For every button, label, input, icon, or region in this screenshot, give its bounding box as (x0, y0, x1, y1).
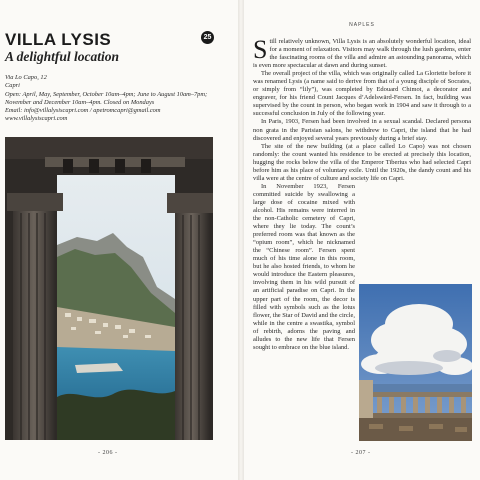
drop-cap: S (253, 35, 268, 64)
paragraph-3: In Paris, 1903, Fersen had been involved in a sexual scandal. Declared persona non grata in the Parisian salons, he withdrew to Capri, the island that he had discovered and enjoyed several years previously during a brief stay. (253, 118, 471, 142)
villa-columns-sea-view-photo (5, 137, 213, 440)
paragraph-4: The site of the new building (at a place called Lo Capo) was not chosen randomly: the count wanted his residence to be erected at precisely this location, hugging the rocks below the villa of the Emperor Tiberius who had selected Capri before him as his place of voluntary exile. Until the 1920s, the dandy count and his villa were at the centre of culture and society life on Capri. (253, 142, 471, 182)
paragraph-1-text: till relatively unknown, Villa Lysis is an absolutely wonderful location, ideal for a moment of relaxation. Visitors may walk through the lush gardens, enter the fascinating rooms of the villa and admire an astounding panorama, which is even more spectacular at dawn and during sunset. (253, 38, 471, 70)
city-line: Capri (5, 82, 20, 90)
address-line: Via Lo Capo, 12 (5, 74, 47, 81)
visitor-info (5, 74, 233, 124)
opening-hours-line: Open: April, May, September, October 10am–4pm; June to August 10am–7pm; (5, 90, 208, 98)
entry-number-badge: 25 (201, 31, 214, 44)
website-line: www.villalysiscapri.com (5, 115, 68, 123)
villa-photo-illustration (5, 137, 213, 440)
left-page (0, 0, 238, 480)
opening-hours-line-2: November and December 10am–4pm. Closed on Mondays (5, 98, 155, 106)
page-number-right: - 207 - (351, 450, 371, 456)
paragraph-1 (253, 35, 471, 70)
right-page (244, 0, 480, 480)
page-number-left: - 206 - (98, 450, 118, 456)
page-subtitle: A delightful location (5, 49, 120, 64)
page-title: VILLA LYSIS (5, 30, 112, 49)
clouds-balustrade-photo (359, 284, 472, 441)
email-line: Email: info@villalysiscapri.com / apetromcapri@gmail.com (5, 107, 161, 115)
running-head: NAPLES (349, 22, 375, 28)
paragraph-2: The overall project of the villa, which was originally called La Gloriette before it was renamed Lysis (a name said to derive from that of a young disciple of Socrates, or simply from “lily”), was completed by Edouard Chimot, a decorator and engraver, for his friend Count Jacques d’Adelswärd-Fersen. In fact, building was supervised by the count in person, who began work in 1904 and saw it through to a successful conclusion in July of the following year. (253, 70, 471, 118)
clouds-photo-illustration (359, 284, 472, 441)
paragraph-5-text: In November 1923, Fersen committed suicide by swallowing a large dose of cocaine mixed with alcohol. His remains were interred in the non-Catholic cemetery of Capri, where they lie today. The count’s preferred room was that known as the “opium room”, which he nicknamed the “Chinese room”. Fersen spent much of his time alone in this room, but he also hosted friends, to whom he would introduce the Eastern pleasures, involving them in his wild pursuit of an artificial paradise on Capri. In the upper part of the room, the decor is filled with symbols such as the lotus flower, the Star of David and the circle, while in the centre a swastika, symbol of rebirth, adorns the paving and alludes to the new life that Fersen sought to embrace on the blue island. (253, 182, 355, 351)
